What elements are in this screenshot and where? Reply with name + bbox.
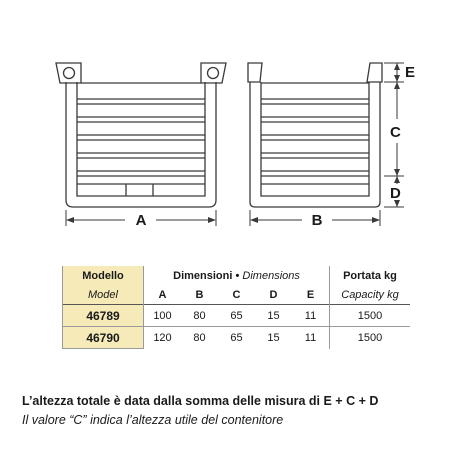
cell-e: 11 — [292, 327, 330, 349]
dimensions-bullet: • — [235, 269, 240, 282]
total-height-note: L’altezza totale è data dalla somma delle misura di E + C + D — [22, 394, 379, 408]
column-header-d: D — [269, 288, 278, 301]
cell-c: 65 — [218, 327, 255, 349]
model-header-it: Modello — [82, 269, 124, 282]
column-header-a: A — [158, 288, 167, 301]
cell-e: 11 — [292, 305, 330, 327]
cell-a: 100 — [144, 305, 182, 327]
dimension-d-label: D — [390, 185, 401, 202]
capacity-header-it: Portata kg — [343, 269, 397, 282]
cell-capacity: 1500 — [330, 327, 411, 349]
table-row — [63, 305, 411, 327]
dimension-c-label: C — [390, 124, 401, 141]
dimensions-table — [62, 266, 410, 349]
capacity-header — [330, 266, 411, 285]
dimension-e-label: E — [405, 64, 416, 81]
dimension-a-label: A — [135, 212, 147, 229]
model-code: 46790 — [63, 327, 144, 349]
dimensions-header — [144, 266, 330, 285]
model-code: 46789 — [63, 305, 144, 327]
column-header-e: E — [292, 285, 330, 305]
model-header-en: Model — [63, 285, 144, 305]
table-row — [63, 327, 411, 349]
cell-capacity: 1500 — [330, 305, 411, 327]
cell-b: 80 — [181, 327, 218, 349]
cell-d: 15 — [255, 327, 292, 349]
table-header-row — [63, 266, 411, 285]
side-view — [248, 63, 382, 207]
column-header-c: C — [232, 288, 241, 301]
useful-height-note: Il valore “C” indica l’altezza utile del contenitore — [22, 413, 284, 427]
dimensions-header-it: Dimensioni — [173, 269, 233, 282]
capacity-header-en: Capacity kg — [341, 288, 399, 301]
dimension-b-label: B — [311, 212, 323, 229]
cell-a: 120 — [144, 327, 182, 349]
column-header-b: B — [195, 288, 204, 301]
model-header — [63, 266, 144, 285]
cell-b: 80 — [181, 305, 218, 327]
cell-d: 15 — [255, 305, 292, 327]
cell-c: 65 — [218, 305, 255, 327]
dimensions-header-en: Dimensions — [242, 269, 300, 282]
front-view — [56, 63, 226, 207]
table-subheader-row — [63, 285, 411, 305]
